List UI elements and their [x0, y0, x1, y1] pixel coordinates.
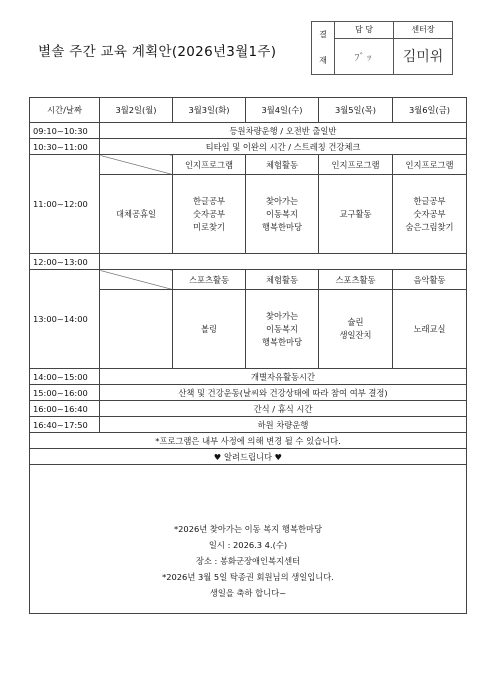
- schedule-row: [30, 123, 467, 139]
- activity-cell: 간식 / 휴식 시간: [100, 401, 467, 417]
- diagonal-cell: [100, 155, 173, 175]
- activity-cell: 등원차량운행 / 오전반 출일반: [100, 123, 467, 139]
- header-mon: 3월2일(월): [100, 98, 173, 123]
- program-label: 인지프로그램: [393, 155, 467, 175]
- time-cell: 16:40~17:50: [30, 417, 100, 433]
- time-cell: 09:10~10:30: [30, 123, 100, 139]
- header-row: [30, 98, 467, 123]
- program-label: 체험활동: [246, 270, 319, 290]
- program-label: 인지프로그램: [319, 155, 393, 175]
- program-cell: 노래교실: [393, 290, 467, 369]
- program-label: 체험활동: [246, 155, 319, 175]
- activity-cell: 개별자유활동시간: [100, 369, 467, 385]
- time-cell: 16:00~16:40: [30, 401, 100, 417]
- announcement-body: [30, 465, 467, 614]
- announcement-line: 일시 : 2026.3 4.(수): [208, 540, 288, 550]
- program-label: 인지프로그램: [173, 155, 246, 175]
- activity-cell: 티타임 및 이완의 시간 / 스트레칭 건강체크: [100, 139, 467, 155]
- empty-cell: [100, 290, 173, 369]
- header-fri: 3월6일(금): [393, 98, 467, 123]
- announcement-heading: ♥ 알려드립니다 ♥: [30, 449, 467, 465]
- signature-staff: ﾌﾞｯ: [335, 38, 394, 74]
- schedule-row: [30, 417, 467, 433]
- announcement-line: *2026년 찾아가는 이동 복지 행복한마당: [173, 524, 323, 534]
- program-cell: 한글공부 숫자공부 숨은그림찾기: [393, 175, 467, 254]
- time-cell: 15:00~16:00: [30, 385, 100, 401]
- program-cell: 볼링: [173, 290, 246, 369]
- activity-cell: 산책 및 건강운동(날씨와 건강상태에 따라 참여 여부 결정): [100, 385, 467, 401]
- program-cell: 슐린 생일잔치: [319, 290, 393, 369]
- program-label: 스포츠활동: [319, 270, 393, 290]
- program-label-row: [30, 155, 467, 175]
- time-cell: 11:00~12:00: [30, 155, 100, 254]
- program-cell: 찾아가는 이동복지 행복한마당: [246, 290, 319, 369]
- program-label: 스포츠활동: [173, 270, 246, 290]
- signature-director: 김미위: [394, 38, 453, 74]
- header-wed: 3월4일(수): [246, 98, 319, 123]
- announcement-line: 생일을 축하 합니다~: [209, 588, 287, 598]
- activity-cell: 하원 차량운행: [100, 417, 467, 433]
- header-tue: 3월3일(화): [173, 98, 246, 123]
- header-thu: 3월5일(목): [319, 98, 393, 123]
- approval-side-label: 결 재: [312, 22, 335, 75]
- approval-header-staff: 담 당: [335, 22, 394, 39]
- activity-cell: [100, 254, 467, 270]
- time-cell: 14:00~15:00: [30, 369, 100, 385]
- approval-header-director: 센터장: [394, 22, 453, 39]
- schedule-row: [30, 254, 467, 270]
- schedule-row: [30, 369, 467, 385]
- page-title: 별솔 주간 교육 계획안(2026년3월1주): [38, 44, 277, 60]
- time-cell: 10:30~11:00: [30, 139, 100, 155]
- announcement-line: 장소 : 봉화군장애인복지센터: [195, 556, 301, 566]
- schedule-row: [30, 139, 467, 155]
- schedule-row: [30, 401, 467, 417]
- change-notice: *프로그램은 내부 사정에 의해 변경 될 수 있습니다.: [30, 433, 467, 449]
- diagonal-cell: [100, 270, 173, 290]
- time-cell: 12:00~13:00: [30, 254, 100, 270]
- program-label: 음악활동: [393, 270, 467, 290]
- holiday-cell: 대체공휴일: [100, 175, 173, 254]
- weekly-schedule-table: [29, 97, 467, 614]
- schedule-row: [30, 385, 467, 401]
- approval-box: [311, 21, 453, 75]
- program-label-row: [30, 270, 467, 290]
- time-cell: 13:00~14:00: [30, 270, 100, 369]
- program-cell: 찾아가는 이동복지 행복한마당: [246, 175, 319, 254]
- announcement-line: *2026년 3월 5일 탁종권 회원님의 생일입니다.: [162, 572, 334, 582]
- program-cell: 교구활동: [319, 175, 393, 254]
- header-time: 시간/날짜: [30, 98, 100, 123]
- program-cell: 한글공부 숫자공부 미로찾기: [173, 175, 246, 254]
